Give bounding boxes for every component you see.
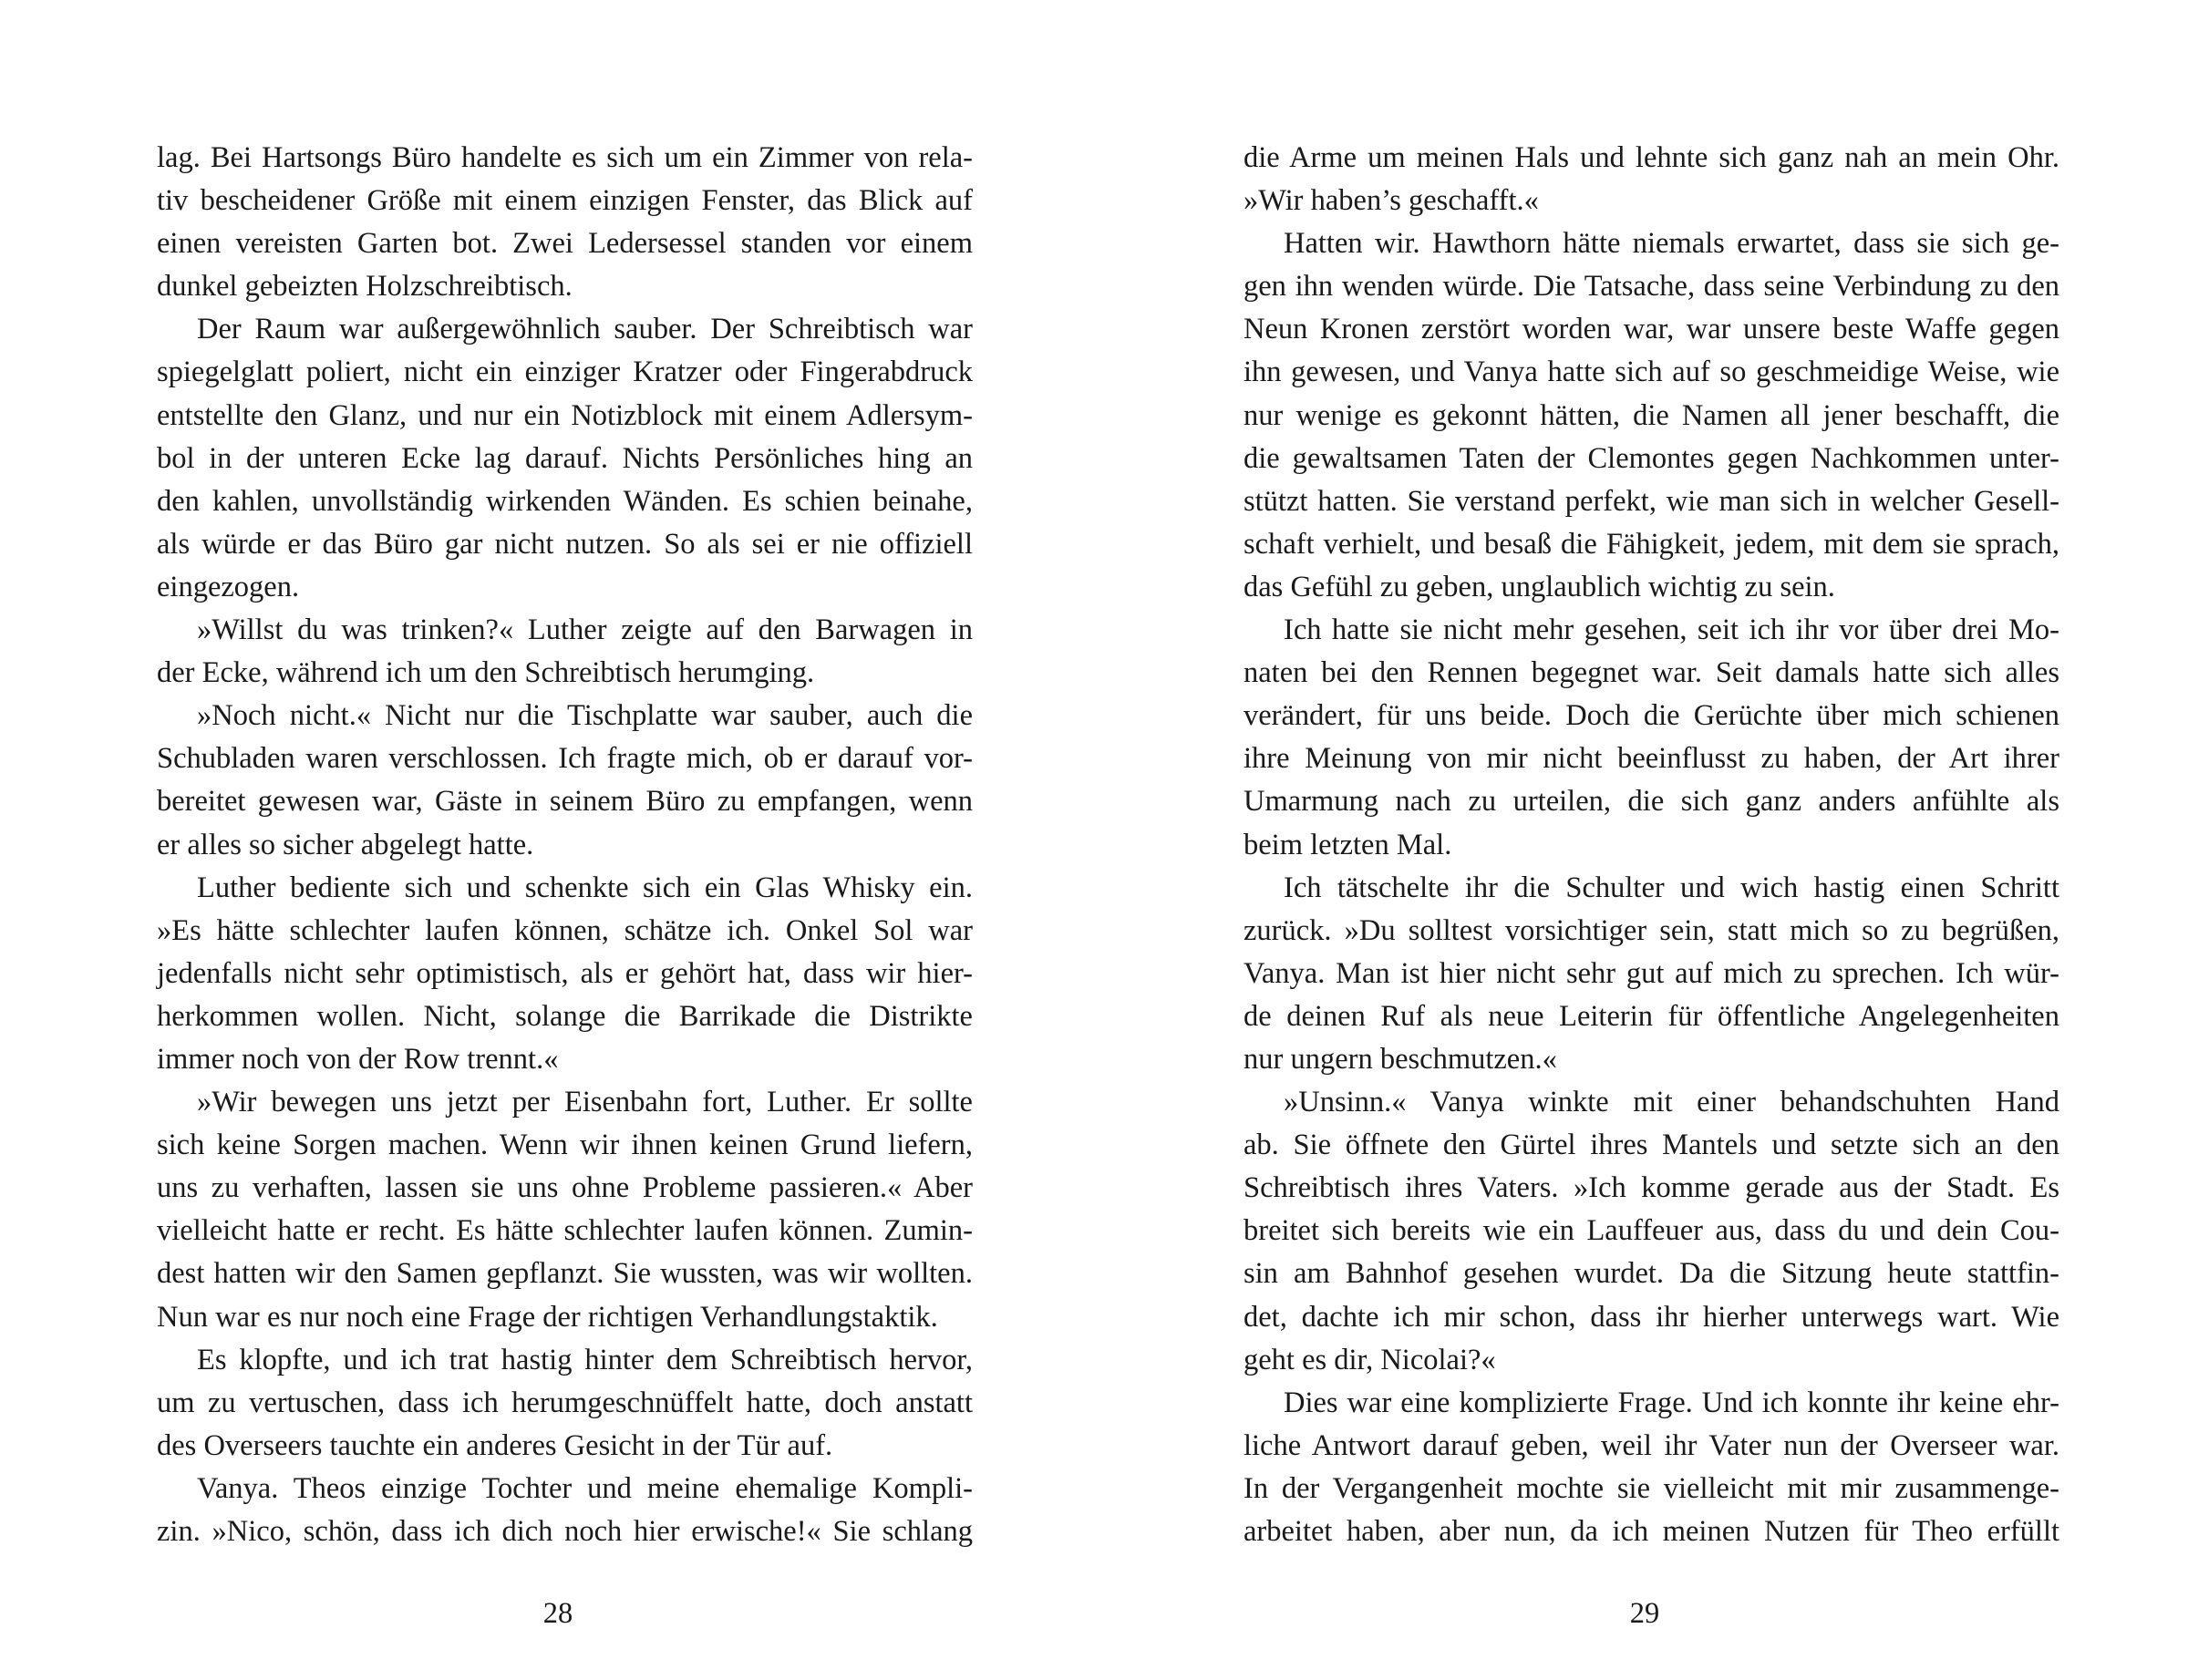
text-line: zurück. »Du solltest vorsichtiger sein, statt mich so zu begrüßen, [1244, 913, 2059, 947]
text-line: gen ihn wenden würde. Die Tatsache, dass seine Verbindung zu den [1244, 270, 2059, 304]
text-line: geht es dir, Nicolai?« [1244, 1343, 1496, 1376]
text-line: verändert, für uns beide. Doch die Gerüchte über mich schienen [1244, 699, 2059, 733]
text-line: »Wir bewegen uns jetzt per Eisenbahn fort, Luther. Er sollte [197, 1086, 973, 1119]
text-line: ab. Sie öffnete den Gürtel ihres Mantels und setzte sich an den [1244, 1129, 2059, 1162]
text-line: Luther bediente sich und schenkte sich ein Glas Whisky ein. [197, 871, 973, 904]
text-line: den kahlen, unvollständig wirkenden Wänden. Es schien beinahe, [157, 484, 973, 518]
text-line: dest hatten wir den Samen gepflanzt. Sie wussten, was wir wollten. [157, 1257, 973, 1291]
text-line: um zu vertuschen, dass ich herumgeschnüffelt hatte, doch anstatt [157, 1386, 973, 1419]
text-line: In der Vergangenheit mochte sie vielleicht mit mir zusammenge- [1244, 1471, 2059, 1505]
left-page-text [157, 137, 973, 1553]
text-line: Der Raum war außergewöhnlich sauber. Der Schreibtisch war [197, 313, 973, 346]
text-line: des Overseers tauchte ein anderes Gesicht in der Tür auf. [157, 1428, 833, 1462]
text-line: bol in der unteren Ecke lag darauf. Nichts Persönliches hing an [157, 441, 973, 475]
text-line: tiv bescheidener Größe mit einem einzigen Fenster, das Blick auf [157, 184, 973, 218]
text-line: Nun war es nur noch eine Frage der richtigen Verhandlungstaktik. [157, 1300, 938, 1334]
text-line: als würde er das Büro gar nicht nutzen. So als sei er nie offiziell [157, 527, 973, 561]
text-line: eingezogen. [157, 570, 300, 603]
text-line: stützt hatten. Sie verstand perfekt, wie man sich in welcher Gesell- [1244, 484, 2059, 518]
text-line: jedenfalls nicht sehr optimistisch, als er gehört hat, dass wir hier- [157, 956, 973, 990]
text-line: sin am Bahnhof gesehen wurdet. Da die Sitzung heute stattfin- [1244, 1257, 2059, 1291]
text-line: entstellte den Glanz, und nur ein Notizblock mit einem Adlersym- [157, 398, 973, 432]
text-line: die gewaltsamen Taten der Clemontes gegen Nachkommen unter- [1244, 441, 2059, 475]
text-line: »Unsinn.« Vanya winkte mit einer behandschuhten Hand [1284, 1086, 2059, 1119]
text-line: Vanya. Theos einzige Tochter und meine ehemalige Kompli- [197, 1471, 973, 1505]
text-line: ihn gewesen, und Vanya hatte sich auf so geschmeidige Weise, wie [1244, 356, 2059, 389]
text-line: Schreibtisch ihres Vaters. »Ich komme gerade aus der Stadt. Es [1244, 1171, 2059, 1205]
text-line: bereitet gewesen war, Gäste in seinem Büro zu empfangen, wenn [157, 785, 973, 819]
text-line: det, dachte ich mir schon, dass ihr hierher unterwegs wart. Wie [1244, 1300, 2059, 1334]
page-number-right: 29 [1629, 1597, 1660, 1630]
text-line: Es klopfte, und ich trat hastig hinter dem Schreibtisch hervor, [197, 1343, 973, 1376]
text-line: zin. »Nico, schön, dass ich dich noch hier erwische!« Sie schlang [157, 1515, 973, 1548]
text-line: dunkel gebeizten Holzschreibtisch. [157, 270, 573, 304]
text-line: spiegelglatt poliert, nicht ein einziger Kratzer oder Fingerabdruck [157, 356, 973, 389]
text-line: liche Antwort darauf geben, weil ihr Vater nun der Overseer war. [1244, 1428, 2059, 1462]
text-line: herkommen wollen. Nicht, solange die Barrikade die Distrikte [157, 999, 973, 1033]
right-page-text [1244, 137, 2059, 1553]
text-line: ihre Meinung von mir nicht beeinflusst zu haben, der Art ihrer [1244, 742, 2059, 776]
text-line: der Ecke, während ich um den Schreibtisch herumging. [157, 656, 815, 690]
text-line: »Noch nicht.« Nicht nur die Tischplatte war sauber, auch die [197, 699, 973, 733]
text-line: Schubladen waren verschlossen. Ich fragte mich, ob er darauf vor- [157, 742, 973, 776]
text-line: beim letzten Mal. [1244, 828, 1452, 861]
text-line: einen vereisten Garten bot. Zwei Ledersessel standen vor einem [157, 227, 973, 261]
text-line: Hatten wir. Hawthorn hätte niemals erwartet, dass sie sich ge- [1284, 227, 2059, 261]
text-line: das Gefühl zu geben, unglaublich wichtig zu sein. [1244, 570, 1835, 603]
text-line: arbeitet haben, aber nun, da ich meinen Nutzen für Theo erfüllt [1244, 1515, 2059, 1548]
text-line: immer noch von der Row trennt.« [157, 1042, 559, 1076]
text-line: Ich tätschelte ihr die Schulter und wich hastig einen Schritt [1284, 871, 2059, 904]
text-line: de deinen Ruf als neue Leiterin für öffentliche Angelegenheiten [1244, 999, 2059, 1033]
text-line: nur wenige es gekonnt hätten, die Namen all jener beschafft, die [1244, 398, 2059, 432]
text-line: die Arme um meinen Hals und lehnte sich ganz nah an mein Ohr. [1244, 141, 2059, 174]
text-line: »Es hätte schlechter laufen können, schätze ich. Onkel Sol war [157, 913, 973, 947]
text-line: schaft verhielt, und besaß die Fähigkeit, jedem, mit dem sie sprach, [1244, 527, 2059, 561]
text-line: Vanya. Man ist hier nicht sehr gut auf mich zu sprechen. Ich wür- [1244, 956, 2059, 990]
text-line: »Willst du was trinken?« Luther zeigte auf den Barwagen in [197, 613, 973, 647]
page-number-left: 28 [542, 1597, 573, 1630]
text-line: lag. Bei Hartsongs Büro handelte es sich um ein Zimmer von rela- [157, 141, 973, 174]
text-line: er alles so sicher abgelegt hatte. [157, 828, 534, 861]
text-line: »Wir haben’s geschafft.« [1244, 184, 1539, 218]
text-line: Dies war eine komplizierte Frage. Und ich konnte ihr keine ehr- [1284, 1386, 2059, 1419]
text-line: sich keine Sorgen machen. Wenn wir ihnen keinen Grund liefern, [157, 1129, 973, 1162]
text-line: nur ungern beschmutzen.« [1244, 1042, 1557, 1076]
text-line: uns zu verhaften, lassen sie uns ohne Probleme passieren.« Aber [157, 1171, 973, 1205]
text-line: vielleicht hatte er recht. Es hätte schlechter laufen können. Zumin- [157, 1214, 973, 1248]
text-line: Umarmung nach zu urteilen, die sich ganz anders anfühlte als [1244, 785, 2059, 819]
text-line: Neun Kronen zerstört worden war, war unsere beste Waffe gegen [1244, 313, 2059, 346]
text-line: Ich hatte sie nicht mehr gesehen, seit ich ihr vor über drei Mo- [1284, 613, 2059, 647]
text-line: naten bei den Rennen begegnet war. Seit damals hatte sich alles [1244, 656, 2059, 690]
text-line: breitet sich bereits wie ein Lauffeuer aus, dass du und dein Cou- [1244, 1214, 2059, 1248]
